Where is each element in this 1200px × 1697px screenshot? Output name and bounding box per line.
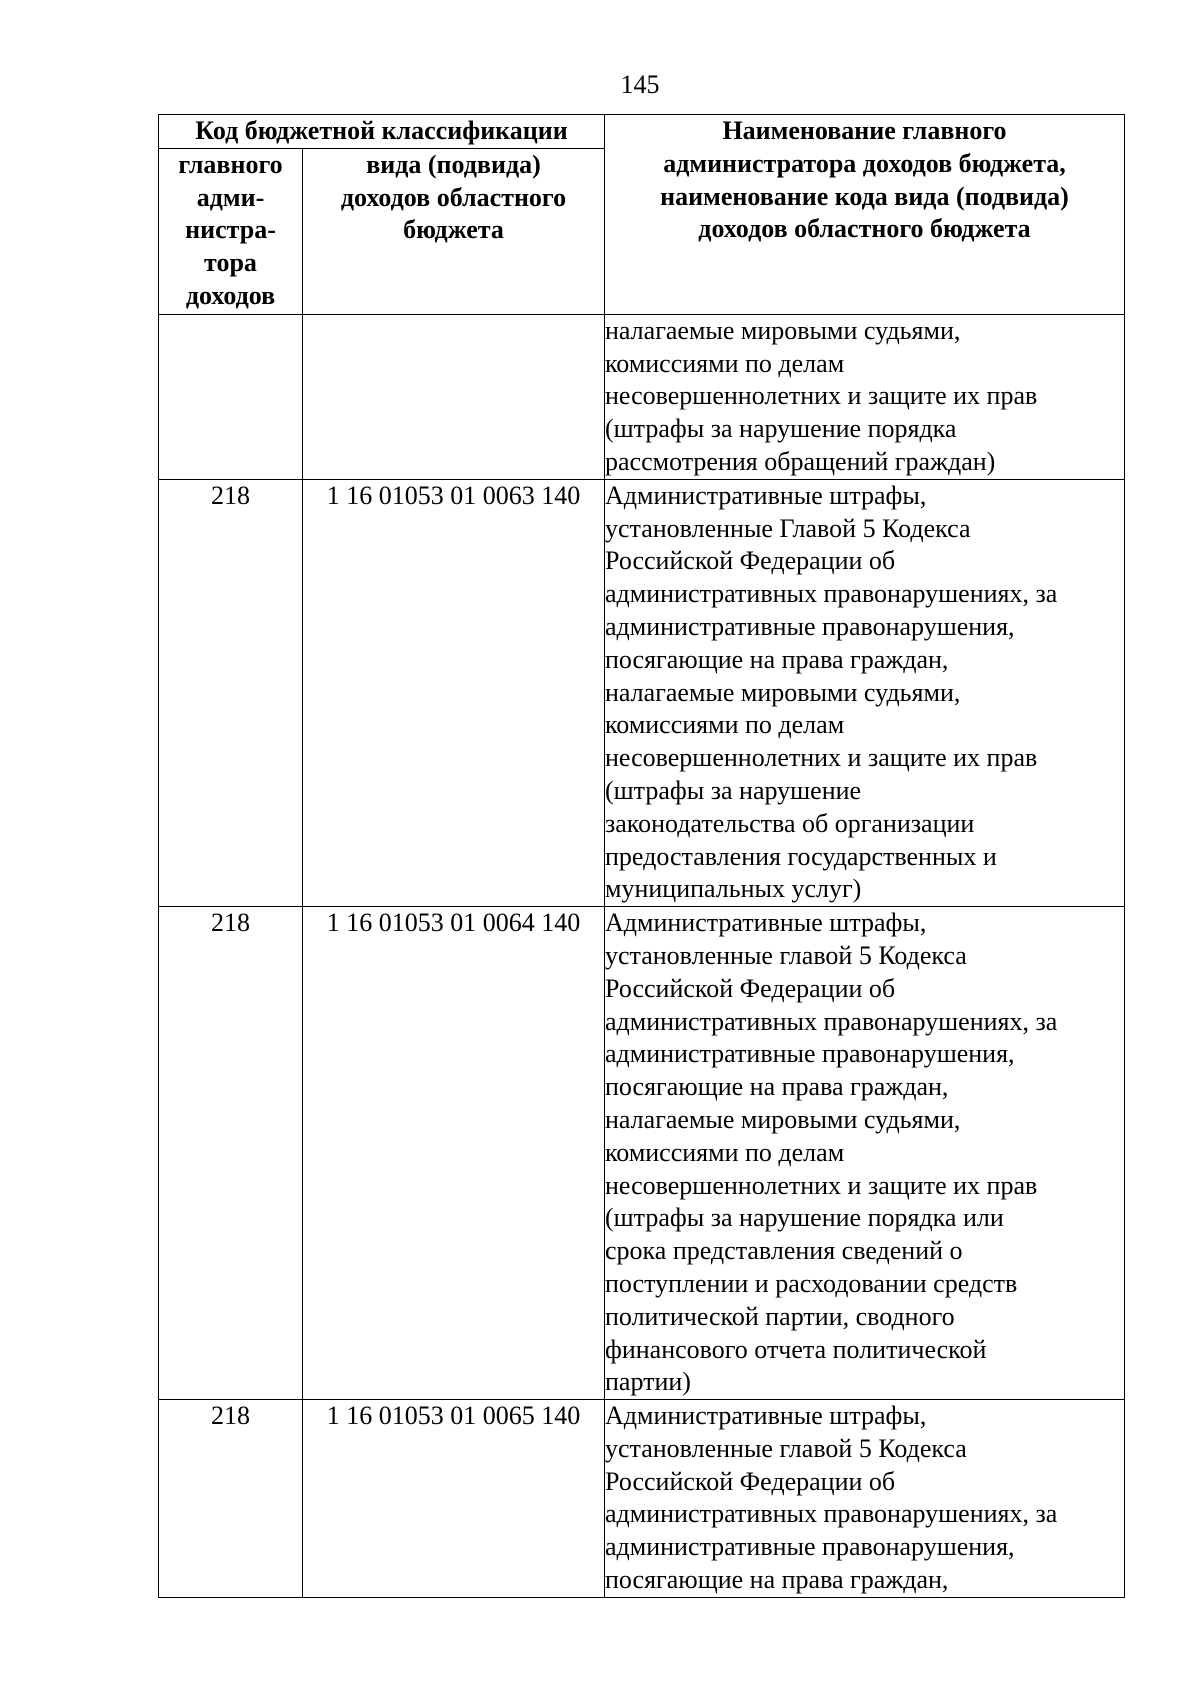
description-line: налагаемые мировыми судьями, xyxy=(605,315,961,345)
header-name-line: наименование кода вида (подвида) xyxy=(660,181,1069,211)
description-line: финансового отчета политической xyxy=(605,1334,987,1364)
admin-code-cell: 218 xyxy=(159,907,303,1400)
description-line: административные правонарушения, xyxy=(605,1532,1015,1562)
description-line: установленные Главой 5 Кодекса xyxy=(605,513,971,543)
description-line: комиссиями по делам xyxy=(605,710,845,740)
description-line: административные правонарушения, xyxy=(605,1039,1015,1069)
description-line: установленные главой 5 Кодекса xyxy=(605,1433,967,1463)
description-line: (штрафы за нарушение xyxy=(605,775,862,805)
header-group-title: Код бюджетной классификации xyxy=(159,115,605,149)
description-line: политической партии, сводного xyxy=(605,1301,955,1331)
description-cell xyxy=(605,907,1125,1400)
header-admin-line: доходов xyxy=(185,280,276,310)
description-line: несовершеннолетних и защите их прав xyxy=(605,743,1038,773)
description-line: Российской Федерации об xyxy=(605,973,896,1003)
description-line: установленные главой 5 Кодекса xyxy=(605,940,967,970)
header-name-column xyxy=(605,115,1125,315)
table-row xyxy=(159,907,1125,1400)
description-line: административных правонарушениях, за xyxy=(605,1499,1058,1529)
description-line: административных правонарушениях, за xyxy=(605,1006,1058,1036)
description-line: Российской Федерации об xyxy=(605,1466,896,1496)
description-cell xyxy=(605,479,1125,906)
income-code-cell: 1 16 01053 01 0064 140 xyxy=(303,907,605,1400)
description-line: Административные штрафы, xyxy=(605,1401,927,1431)
description-line: комиссиями по делам xyxy=(605,1137,845,1167)
description-line: партии) xyxy=(605,1367,691,1397)
admin-code-cell xyxy=(159,314,303,479)
income-code-cell xyxy=(303,314,605,479)
description-line: (штрафы за нарушение порядка xyxy=(605,414,957,444)
description-line: рассмотрения обращений граждан) xyxy=(605,446,996,476)
description-cell xyxy=(605,1400,1125,1598)
table-row xyxy=(159,1400,1125,1598)
admin-code-cell: 218 xyxy=(159,479,303,906)
description-line: муниципальных услуг) xyxy=(605,874,862,904)
table-row xyxy=(159,479,1125,906)
description-line: несовершеннолетних и защите их прав xyxy=(605,1170,1038,1200)
description-line: законодательства об организации xyxy=(605,808,975,838)
description-cell xyxy=(605,314,1125,479)
description-line: Административные штрафы, xyxy=(605,908,927,938)
description-line: срока представления сведений о xyxy=(605,1236,963,1266)
budget-classification-table xyxy=(158,114,1125,1598)
table-header xyxy=(159,115,1125,315)
description-line: (штрафы за нарушение порядка или xyxy=(605,1203,1004,1233)
description-line: налагаемые мировыми судьями, xyxy=(605,677,961,707)
header-admin-line: нистра- xyxy=(185,215,276,245)
header-name-line: Наименование главного xyxy=(722,116,1007,145)
description-line: предоставления государственных и xyxy=(605,841,997,871)
income-code-cell: 1 16 01053 01 0063 140 xyxy=(303,479,605,906)
header-code-line: бюджета xyxy=(403,215,504,245)
table-row xyxy=(159,314,1125,479)
header-admin-line: адми- xyxy=(196,182,265,212)
page-number: 145 xyxy=(620,70,660,99)
header-admin-line: главного xyxy=(178,149,283,179)
description-line: посягающие на права граждан, xyxy=(605,1565,949,1595)
description-line: налагаемые мировыми судьями, xyxy=(605,1104,961,1134)
description-line: Административные штрафы, xyxy=(605,480,927,510)
income-code-cell: 1 16 01053 01 0065 140 xyxy=(303,1400,605,1598)
table-body xyxy=(159,314,1125,1597)
header-code-line: доходов областного xyxy=(340,182,567,212)
description-line: административные правонарушения, xyxy=(605,611,1015,641)
description-line: несовершеннолетних и защите их прав xyxy=(605,381,1038,411)
header-code-column xyxy=(303,148,605,314)
description-line: посягающие на права граждан, xyxy=(605,644,949,674)
description-line: поступлении и расходовании средств xyxy=(605,1268,1018,1298)
admin-code-cell: 218 xyxy=(159,1400,303,1598)
header-admin-line: тора xyxy=(204,248,257,278)
description-line: посягающие на права граждан, xyxy=(605,1072,949,1102)
description-line: комиссиями по делам xyxy=(605,348,845,378)
header-admin-column xyxy=(159,148,303,314)
description-line: Российской Федерации об xyxy=(605,546,896,576)
header-name-line: администратора доходов бюджета, xyxy=(663,148,1066,178)
header-name-line: доходов областного бюджета xyxy=(698,214,1031,244)
header-code-line: вида (подвида) xyxy=(366,149,541,179)
description-line: административных правонарушениях, за xyxy=(605,579,1058,609)
